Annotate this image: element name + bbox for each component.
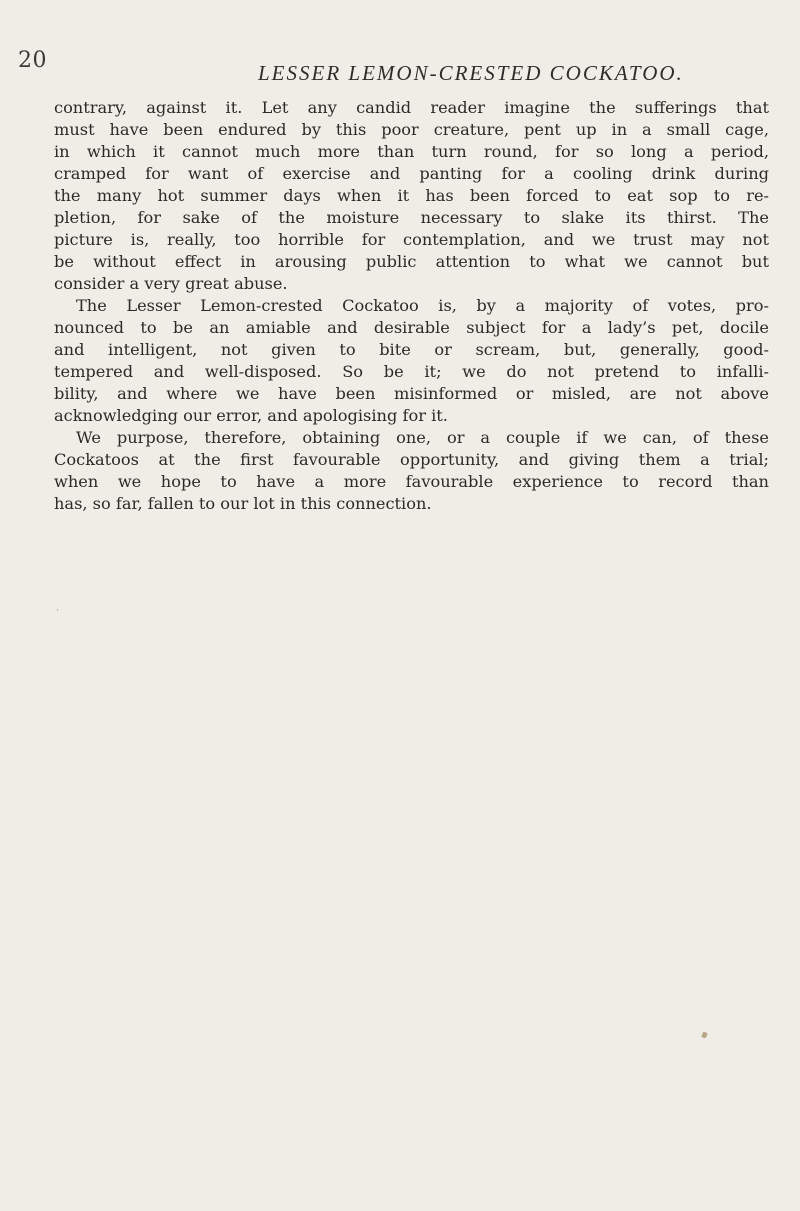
text-line: tempered and well-disposed. So be it; we do not pretend to infalli-: [54, 362, 769, 381]
text-line: picture is, really, too horrible for contemplation, and we trust may not: [54, 230, 769, 249]
text-line: bility, and where we have been misinformed or misled, are not above: [54, 384, 769, 403]
running-head: LESSER LEMON-CRESTED COCKATOO.: [258, 61, 684, 85]
text-line: has, so far, fallen to our lot in this connection.: [54, 494, 432, 513]
paper-speck: [701, 1031, 708, 1039]
text-line: consider a very great abuse.: [54, 274, 288, 293]
paragraph-3: [54, 427, 769, 515]
page-number: 20: [18, 48, 47, 73]
margin-mark: ·: [56, 606, 59, 616]
text-line: pletion, for sake of the moisture necessary to slake its thirst. The: [54, 208, 769, 227]
text-line: must have been endured by this poor creature, pent up in a small cage,: [54, 120, 769, 139]
body-text: [54, 97, 769, 515]
paragraph-1: [54, 97, 769, 295]
text-line: be without effect in arousing public attention to what we cannot but: [54, 252, 769, 271]
text-line: when we hope to have a more favourable experience to record than: [54, 472, 769, 491]
text-line: Cockatoos at the first favourable opportunity, and giving them a trial;: [54, 450, 769, 469]
text-line: cramped for want of exercise and panting for a cooling drink during: [54, 164, 769, 183]
text-line: nounced to be an amiable and desirable subject for a lady’s pet, docile: [54, 318, 769, 337]
text-line: acknowledging our error, and apologising for it.: [54, 406, 448, 425]
text-line: in which it cannot much more than turn round, for so long a period,: [54, 142, 769, 161]
text-line: the many hot summer days when it has been forced to eat sop to re-: [54, 186, 769, 205]
text-line: We purpose, therefore, obtaining one, or a couple if we can, of these: [76, 428, 769, 447]
paragraph-2: [54, 295, 769, 427]
text-line: contrary, against it. Let any candid reader imagine the sufferings that: [54, 98, 769, 117]
text-line: The Lesser Lemon-crested Cockatoo is, by a majority of votes, pro-: [76, 296, 769, 315]
text-line: and intelligent, not given to bite or scream, but, generally, good-: [54, 340, 769, 359]
